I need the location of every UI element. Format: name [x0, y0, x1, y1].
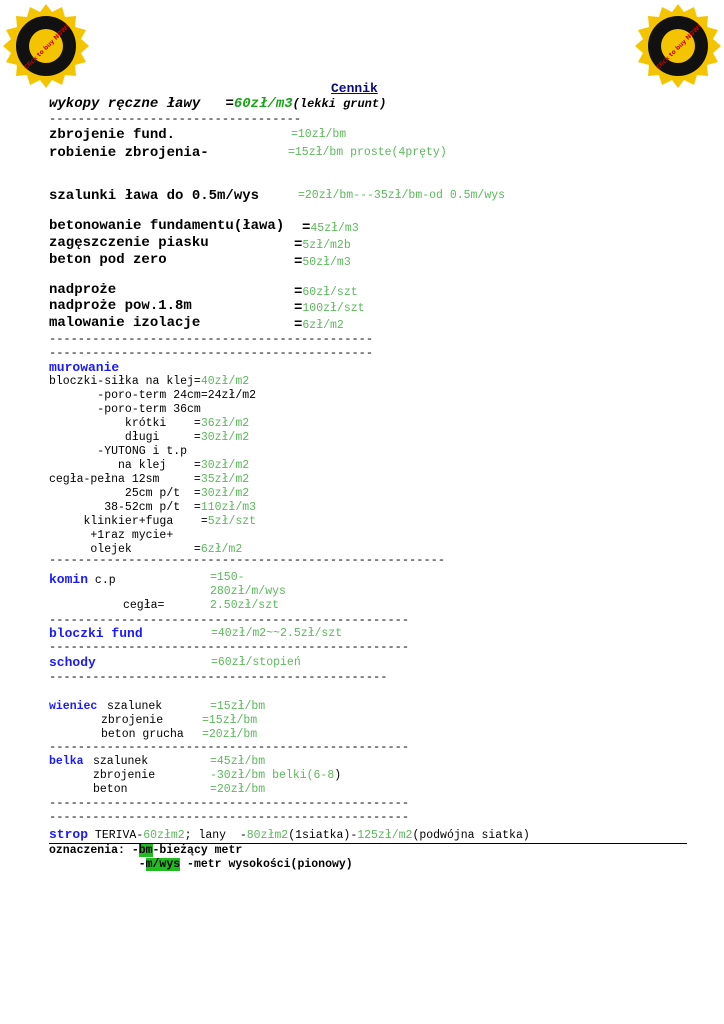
murowanie-line-value: 36zł/m2	[200, 417, 250, 430]
belka-row-2: -30zł/bm belki(6-8)	[210, 769, 342, 782]
wykopy-price: 60zł/m3	[233, 96, 293, 112]
zageszczenie-label: zagęszczenie piasku	[49, 235, 209, 251]
beton-pod-zero-label: beton pod zero	[49, 252, 167, 268]
divider-4: -------------------------------------------------------	[49, 553, 446, 567]
komin-label: c.p	[94, 574, 116, 587]
murowanie-line	[49, 418, 249, 430]
beton-pod-zero-value: 50zł/m3	[302, 256, 351, 269]
divider-5: --------------------------------------------------	[49, 613, 410, 627]
zbrojenie-label: zbrojenie fund.	[49, 127, 176, 143]
komin-heading: komin	[49, 572, 89, 587]
wieniec-label-3: beton grucha	[101, 728, 184, 741]
page-title: Cennik	[331, 81, 378, 96]
murowanie-line-value: 6zł/m2	[200, 543, 243, 556]
murowanie-line-value: 35zł/m2	[200, 473, 250, 486]
strop-row: strop TERIVA-60złm2; lany -80złm2(1siatka)-125zł/m2(podwójna siatka)	[49, 827, 530, 842]
komin-label-2: cegła=	[123, 599, 165, 612]
murowanie-line	[49, 376, 249, 388]
bloczki-heading: bloczki fund	[49, 626, 143, 641]
wieniec-value-2: =15zł/bm	[202, 714, 258, 727]
komin-value-3: 2.50zł/szt	[210, 599, 280, 612]
betonowanie-value: 45zł/m3	[310, 222, 359, 235]
murowanie-heading: murowanie	[49, 360, 120, 375]
robienie-label: robienie zbrojenia-	[49, 145, 209, 161]
strop-heading: strop	[49, 827, 89, 842]
oznaczenia-row-2: -m/wys -metr wysokości(pionowy)	[49, 858, 353, 871]
schody-value: =60zł/stopień	[211, 656, 301, 669]
beton-pod-zero-row: =50zł/m3	[294, 254, 351, 270]
murowanie-line-label: 25cm p/t =	[49, 487, 201, 500]
murowanie-line-value: 30zł/m2	[200, 487, 250, 500]
belka-value-2: -30zł/bm belki(6-8	[210, 769, 335, 782]
szalunki-label: szalunki ława do 0.5m/wys	[49, 188, 260, 204]
betonowanie-row: =45zł/m3	[302, 220, 359, 236]
bm-highlight: bm	[138, 844, 153, 857]
wykopy-eq: =	[225, 96, 234, 112]
belka-label-2: zbrojenie	[93, 769, 156, 782]
nadproze-pow-value: 100zł/szt	[302, 302, 365, 315]
wieniec-label-1: szalunek	[107, 700, 163, 713]
nadproze-value: 60zł/szt	[302, 286, 358, 299]
betonowanie-label: betonowanie fundamentu(ława)	[49, 218, 285, 234]
oznaczenia-row-1: oznaczenia: -bm-bieżący metr	[49, 844, 243, 857]
bloczki-value: =40zł/m2~~2.5zł/szt	[211, 627, 343, 640]
belka-value-1: =45zł/bm	[210, 755, 266, 768]
murowanie-line-label: olejek =	[49, 543, 201, 556]
murowanie-line-label: klinkier+fuga =	[49, 515, 208, 528]
svg-text:Click to buy NOW!: Click to buy NOW!	[654, 22, 704, 72]
murowanie-line-label: na klej =	[49, 459, 201, 472]
komin-value-1: =150-	[210, 571, 245, 584]
belka-heading: belka	[49, 755, 84, 768]
mwys-highlight: m/wys	[145, 858, 181, 871]
wykopy-row	[49, 97, 386, 111]
murowanie-line	[49, 488, 249, 500]
murowanie-line	[49, 390, 256, 402]
wieniec-value-1: =15zł/bm	[210, 700, 266, 713]
murowanie-line	[49, 502, 256, 514]
murowanie-line-value: 30zł/m2	[200, 459, 250, 472]
murowanie-line	[49, 516, 256, 528]
divider-8: --------------------------------------------------	[49, 740, 410, 754]
murowanie-line	[49, 404, 201, 416]
divider-6: --------------------------------------------------	[49, 640, 410, 654]
murowanie-line-value: 40zł/m2	[200, 375, 250, 388]
svg-text:Click to buy NOW!: Click to buy NOW!	[22, 22, 72, 72]
nadproze-pow-row: =100zł/szt	[294, 300, 365, 316]
divider-10: --------------------------------------------------	[49, 810, 410, 824]
wieniec-label-2: zbrojenie	[101, 714, 164, 727]
nadproze-row: =60zł/szt	[294, 284, 358, 300]
murowanie-line-label: krótki =	[49, 417, 201, 430]
divider-1: -----------------------------------	[49, 112, 302, 126]
wykopy-label: wykopy ręczne ławy	[49, 96, 201, 112]
murowanie-line-label: długi =	[49, 431, 201, 444]
murowanie-line-label: +1raz mycie+	[49, 529, 174, 542]
murowanie-line-label: cegła-pełna 12sm =	[49, 473, 201, 486]
divider-2: ---------------------------------------------	[49, 332, 374, 346]
malowanie-label: malowanie izolacje	[49, 315, 201, 331]
oznaczenia-label: oznaczenia: -	[49, 844, 139, 857]
murowanie-line	[49, 460, 249, 472]
divider-3: ---------------------------------------------	[49, 346, 374, 360]
zageszczenie-value: 5zł/m2b	[302, 239, 351, 252]
nadproze-label: nadproże	[49, 282, 117, 298]
belka-label-3: beton	[93, 783, 128, 796]
schody-heading: schody	[49, 655, 96, 670]
murowanie-line-label: -YUTONG i t.p	[49, 445, 188, 458]
murowanie-line-label: 38-52cm p/t =	[49, 501, 201, 514]
malowanie-value: 6zł/m2	[302, 319, 344, 332]
pdf-xchange-badge-left[interactable]	[2, 2, 90, 90]
divider-9: --------------------------------------------------	[49, 796, 410, 810]
pdf-xchange-badge-right[interactable]	[634, 2, 722, 90]
komin-row	[49, 571, 116, 587]
szalunki-value: =20zł/bm---35zł/bm-od 0.5m/wys	[298, 189, 506, 202]
murowanie-line-label: -poro-term 24cm=24zł/m2	[49, 389, 257, 402]
nadproze-pow-label: nadproże pow.1.8m	[49, 298, 192, 314]
belka-value-3: =20zł/bm	[210, 783, 266, 796]
wykopy-note: (lekki grunt)	[292, 97, 387, 111]
murowanie-line-value: 5zł/szt	[207, 515, 257, 528]
belka-label-1: szalunek	[93, 755, 149, 768]
komin-value-2: 280zł/m/wys	[210, 585, 286, 598]
murowanie-line-value: 110zł/m3	[200, 501, 257, 514]
wieniec-heading: wieniec	[49, 700, 98, 713]
robienie-value: =15zł/bm proste(4pręty)	[288, 146, 447, 159]
murowanie-line-label: -poro-term 36cm	[49, 403, 201, 416]
murowanie-line	[49, 530, 173, 542]
zbrojenie-value: =10zł/bm	[291, 128, 347, 141]
murowanie-line	[49, 446, 187, 458]
zageszczenie-row: =5zł/m2b	[294, 237, 351, 253]
wieniec-value-3: =20zł/bm	[202, 728, 258, 741]
murowanie-line-value: 30zł/m2	[200, 431, 250, 444]
murowanie-line	[49, 474, 249, 486]
murowanie-line-label: bloczki-siłka na klej=	[49, 375, 201, 388]
divider-7: -----------------------------------------------	[49, 670, 388, 684]
malowanie-row: =6zł/m2	[294, 317, 344, 333]
murowanie-line	[49, 432, 249, 444]
